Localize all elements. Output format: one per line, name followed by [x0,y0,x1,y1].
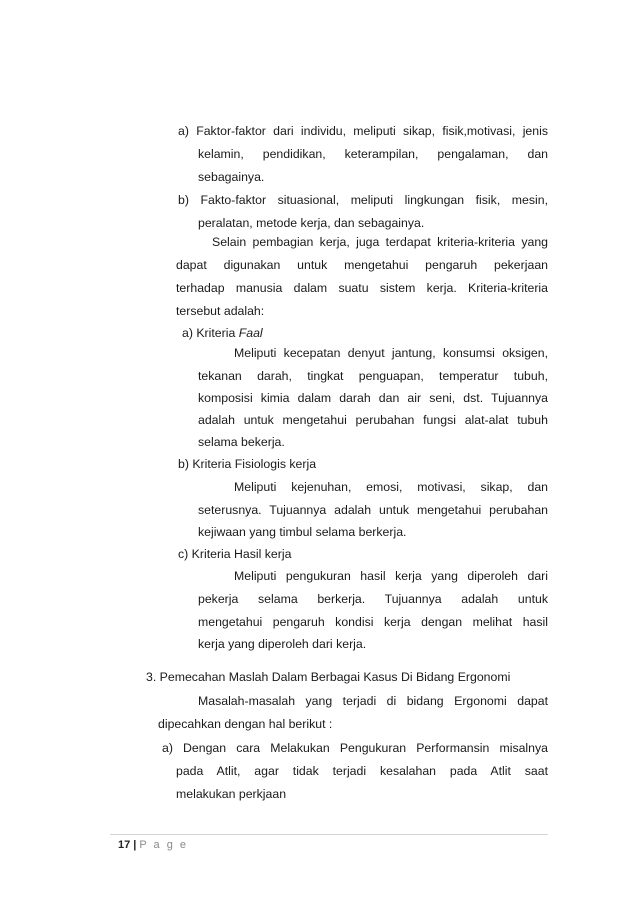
text-line: pada Atlit, agar tidak terjadi kesalahan pada Atlit saat [176,764,548,778]
text-line: c) Kriteria Hasil kerja [178,547,292,561]
text-line: tersebut adalah: [176,304,265,318]
text-line: a) Dengan cara Melakukan Pengukuran Performansin misalnya [162,741,548,755]
text-line: selama bekerja. [198,435,285,449]
footer-separator: | [133,839,137,851]
text-line: dipecahkan dengan hal berikut : [158,717,333,731]
text-line [182,325,263,341]
text-line: seterusnya. Tujuannya adalah untuk mengetahui perubahan [198,503,548,517]
text-line: Meliputi kejenuhan, emosi, motivasi, sikap, dan [234,480,548,494]
text-line: b) Fakto-faktor situasional, meliputi lingkungan fisik, mesin, [178,193,548,207]
page-label: P a g e [139,839,188,851]
text-line: Meliputi pengukuran hasil kerja yang diperoleh dari [234,569,548,583]
text-line: komposisi kimia dalam darah dan air seni, dst. Tujuannya [198,391,548,405]
page-footer [118,838,188,852]
text-line: terhadap manusia dalam suatu sistem kerja. Kriteria-kriteria [176,281,548,295]
text-line: dapat digunakan untuk mengetahui pengaruh pekerjaan [176,258,548,272]
text-line: kejiwaan yang timbul selama berkerja. [198,525,407,539]
text-line: Masalah-masalah yang terjadi di bidang Ergonomi dapat [198,694,548,708]
text-line: mengetahui pengaruh kondisi kerja dengan melihat hasil [198,615,548,629]
text-line: kelamin, pendidikan, keterampilan, pengalaman, dan [198,147,548,161]
text-line: pekerja selama berkerja. Tujuannya adalah untuk [198,592,548,606]
text-line: a) Faktor-faktor dari individu, meliputi sikap, fisik,motivasi, jenis [178,124,548,138]
text-line: kerja yang diperoleh dari kerja. [198,637,367,651]
text-run: a) Kriteria [182,326,239,340]
text-line: peralatan, metode kerja, dan sebagainya. [198,216,425,230]
text-line: Selain pembagian kerja, juga terdapat kriteria-kriteria yang [212,235,548,249]
footer-divider [110,834,548,835]
text-line: melakukan perkjaan [176,787,287,801]
page-number: 17 [118,839,131,851]
text-line: adalah untuk mengetahui perubahan fungsi alat-alat tubuh [198,413,548,427]
italic-term: Faal [238,326,263,340]
section-heading: 3. Pemecahan Maslah Dalam Berbagai Kasus Di Bidang Ergonomi [146,670,511,684]
text-line: tekanan darah, tingkat penguapan, temperatur tubuh, [198,369,548,383]
text-line: Meliputi kecepatan denyut jantung, konsumsi oksigen, [234,346,548,360]
text-line: b) Kriteria Fisiologis kerja [178,457,317,471]
text-line: sebagainya. [198,170,265,184]
